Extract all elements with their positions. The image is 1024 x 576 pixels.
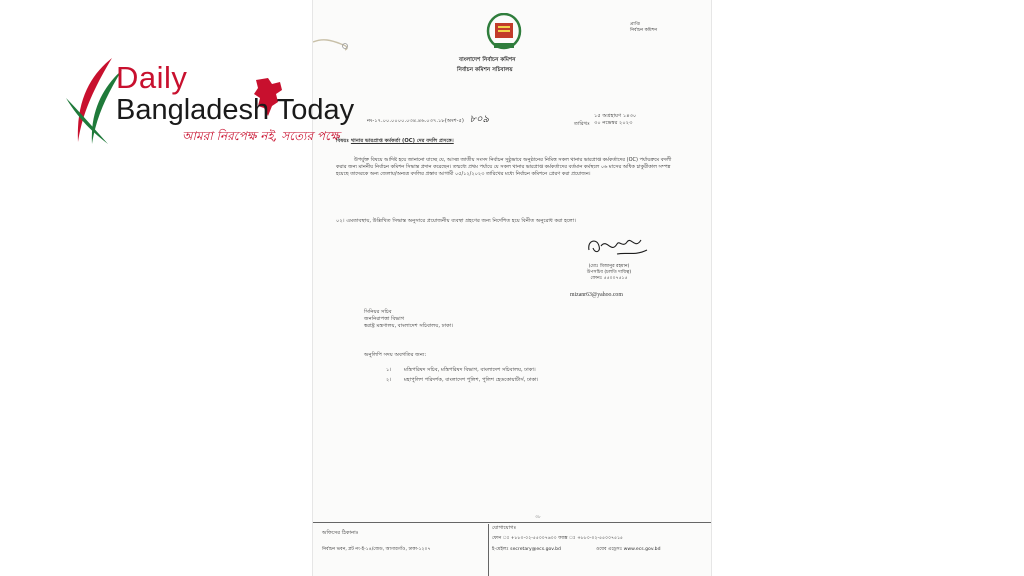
contact-phone: ফোন ঃ +৮৮০-০২-৫৫০০৭৬০০ ফ্যাক্স ঃ +৮৮০-০২-৫৫০০৭৫১৫ <box>492 536 624 541</box>
header-line1: বাংলাদেশ নির্বাচন কমিশন <box>459 57 516 63</box>
body-paragraph-1: উপর্যুক্ত বিষয়ে আদিষ্ট হয়ে জানানো যাচ্ছে যে, আসন্ন জাতীয় সংসদ নির্বাচন সুষ্ঠুভাবে অনুষ্ঠানের নিমিত্ত সকল থানার ভারপ্রাপ্ত কর্মকর্তাদের (OC) পর্যায়ক্রমে বদলী করার জন্য মাননীয় নির্বাচন কমিশন সিদ্ধান্ত প্রদান করেছেন। তন্মধ্যে প্রথম পর্যায়ে যে সকল থানার ভারপ্রাপ্ত কর্মকর্তাদের বর্তমান কর্মস্থলে ০৬ মাসের অধিক চাকুরীকাল সম্পন্ন হয়েছে তাদেরকে অন্য জেলায়/অন্যত্র বদলির প্রস্তাব আগামী ০৫/১২/২০২৩ তারিখের মধ্যে নির্বাচন কমিশনে প্রেরণ করা প্রয়োজন। <box>336 157 672 177</box>
memo-number: নং-১৭.০০.০০০০.০৩৪.৪৬.০৩৭.১৮(অংশ-৫) ৮০৯ <box>367 114 489 125</box>
receipt-stamp: প্রাপ্তি নিৰ্বাচন কমিশন <box>630 22 658 34</box>
logo-word-bangladesh-today: Bangladesh Today <box>116 94 355 126</box>
copy-item-2: ২। মহাপুলিশ পরিদর্শক, বাংলাদেশ পুলিশ, পুলিশ হেডকোয়ার্টার্স, ঢাকা। <box>386 377 539 383</box>
contact-web: ওয়েব এড্রেসঃ www.ecs.gov.bd <box>596 547 661 552</box>
office-address-label: অফিসের ঠিকানাঃ <box>322 530 359 536</box>
memo-handwritten: ৮০৯ <box>469 114 489 125</box>
signatory-email: mizanr63@yahoo.com <box>570 292 623 298</box>
recipient-block: সিনিয়র সচিব জননিরাপত্তা বিভাগ স্বরাষ্ট্র মন্ত্রণালয়, বাংলাদেশ সচিবালয়, ঢাকা। <box>364 309 454 330</box>
date-block: ১৫ অগ্রহায়ণ ১৪৩০ ৩০ নভেম্বর ২০২৩ <box>594 113 637 127</box>
signatory-block: (মোঃ মিজানুর রহমান) উপসচিব (চলতি দায়িত্ব) ফোনঃ ৫৫০০৭৫১৫ <box>586 264 632 282</box>
handwritten-signature-icon <box>583 234 653 260</box>
subject-line: বিষয়ঃ থানার ভারপ্রাপ্ত কর্মকর্তা (OC) দের বদলি প্রসঙ্গে। <box>336 138 454 144</box>
copy-item-1: ১। মন্ত্রিপরিষদ সচিব, মন্ত্রিপরিষদ বিভাগ, বাংলাদেশ সচিবালয়, ঢাকা। <box>386 367 536 373</box>
office-address: নির্বাচন ভবন, প্লট নং-ই-১৪/জেড, আগারগাঁও, ঢাকা-১২০৭ <box>322 547 431 552</box>
body-paragraph-2: ০২। এমতাবস্থায়, উল্লিখিত সিদ্ধান্ত অনুসারে প্রয়োজনীয় ব্যবস্থা গ্রহণের জন্য নির্দেশিত হয়ে বিনীত অনুরোধ করা হলো। <box>336 218 577 224</box>
header-line2: নির্বাচন কমিশন সচিবালয় <box>457 67 513 73</box>
page-number: ৩৮ <box>535 515 541 520</box>
logo-tagline: আমরা নিরপেক্ষ নই, সত্যের পক্ষে <box>182 129 340 143</box>
date-label: তারিখঃ <box>574 121 590 127</box>
footer-separator <box>488 524 489 576</box>
election-commission-emblem-icon <box>486 13 522 53</box>
contact-label: যোগাযোগঃ <box>492 525 517 531</box>
copy-label: অনুলিপি সদয় অবগতির জন্য: <box>364 352 427 358</box>
logo-swoosh-icon <box>64 52 124 152</box>
footer-divider <box>313 522 711 523</box>
daily-bangladesh-today-logo <box>64 52 364 152</box>
document-sheet <box>313 0 711 576</box>
contact-email: ই-মেইলঃ secretary@ecs.gov.bd <box>492 547 561 552</box>
logo-word-daily: Daily <box>116 60 188 95</box>
file-string-icon <box>313 34 353 54</box>
